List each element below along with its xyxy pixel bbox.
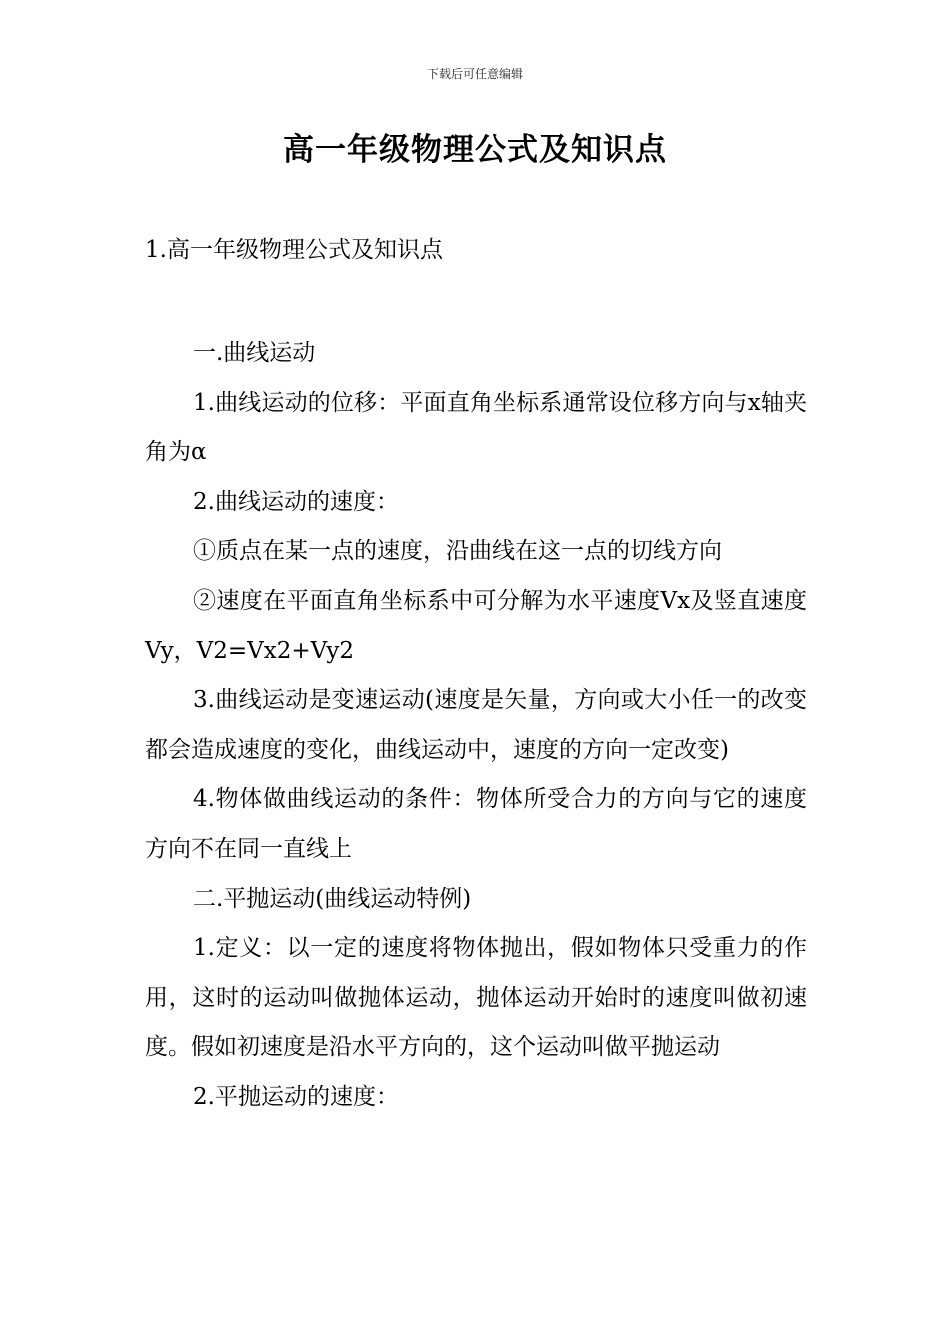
document-title: 高一年级物理公式及知识点	[283, 132, 667, 168]
paragraph: 1.曲线运动的位移：平面直角坐标系通常设位移方向与x轴夹角为α	[145, 389, 807, 466]
paragraph: 一.曲线运动	[193, 340, 316, 366]
paragraph: 4.物体做曲线运动的条件：物体所受合力的方向与它的速度方向不在同一直线上	[145, 786, 807, 862]
section-heading: 1.高一年级物理公式及知识点	[145, 237, 443, 263]
paragraph: 3.曲线运动是变速运动(速度是矢量，方向或大小任一的改变都会造成速度的变化，曲线运动中，速度的方向一定改变)	[145, 687, 807, 763]
paragraph: ②速度在平面直角坐标系中可分解为水平速度Vx及竖直速度Vy，V2=Vx2+Vy2	[145, 587, 807, 664]
paragraph: ①质点在某一点的速度，沿曲线在这一点的切线方向	[193, 538, 722, 565]
paragraph: 1.定义：以一定的速度将物体抛出，假如物体只受重力的作用，这时的运动叫做抛体运动，抛体运动开始时的速度叫做初速度。假如初速度是沿水平方向的，这个运动叫做平抛运动	[145, 935, 807, 1061]
paragraph: 2.曲线运动的速度：	[193, 488, 399, 515]
page-header: 下载后可任意编辑	[426, 67, 523, 81]
paragraph: 2.平抛运动的速度：	[193, 1083, 399, 1110]
document-body	[145, 329, 807, 1123]
paragraph: 二.平抛运动(曲线运动特例)	[193, 885, 472, 912]
